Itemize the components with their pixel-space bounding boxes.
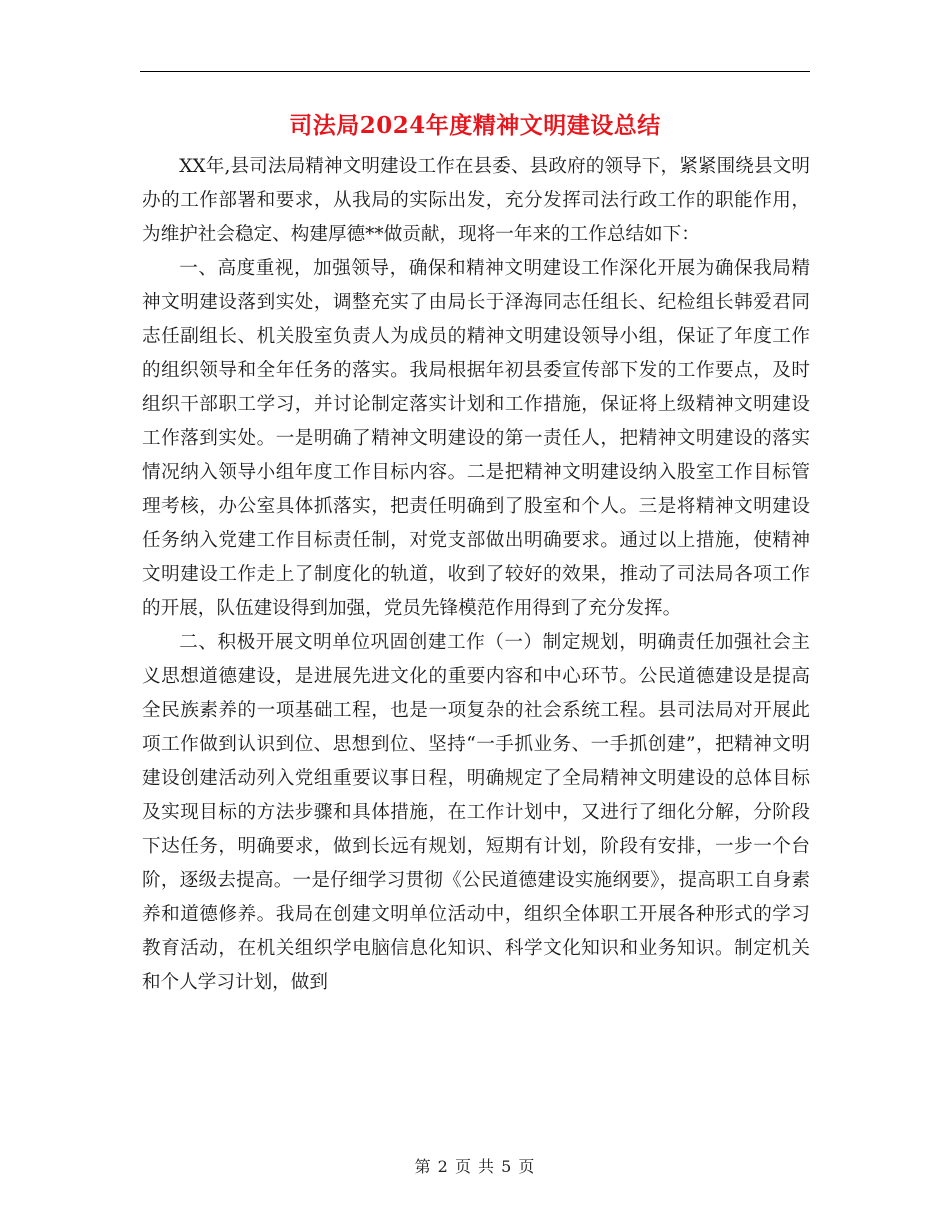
header-rule bbox=[140, 71, 810, 72]
document-title: 司法局2024年度精神文明建设总结 bbox=[289, 112, 661, 139]
paragraph-section-1: 一、高度重视，加强领导，确保和精神文明建设工作深化开展为确保我局精神文明建设落到实处，调整充实了由局长于泽海同志任组长、纪检组长韩爱君同志任副组长、机关股室负责人为成员的精神文明建设领导小组，保证了年度工作的组织领导和全年任务的落实。我局根据年初县委宣传部下发的工作要点，及时组织干部职工学习，并讨论制定落实计划和工作措施，保证将上级精神文明建设工作落到实处。一是明确了精神文明建设的第一责任人，把精神文明建设的落实情况纳入领导小组年度工作目标内容。二是把精神文明建设纳入股室工作目标管理考核，办公室具体抓落实，把责任明确到了股室和个人。三是将精神文明建设任务纳入党建工作目标责任制，对党支部做出明确要求。通过以上措施，使精神文明建设工作走上了制度化的轨道，收到了较好的效果，推动了司法局各项工作的开展，队伍建设得到加强，党员先锋模范作用得到了充分发挥。 bbox=[142, 258, 810, 619]
paragraph-section-2: 二、积极开展文明单位巩固创建工作（一）制定规划，明确责任加强社会主义思想道德建设，是进展先进文化的重要内容和中心环节。公民道德建设是提高全民族素养的一项基础工程，也是一项复杂的社会系统工程。县司法局对开展此项工作做到认识到位、思想到位、坚持“一手抓业务、一手抓创建”，把精神文明建设创建活动列入党组重要议事日程，明确规定了全局精神文明建设的总体目标及实现目标的方法步骤和具体措施，在工作计划中，又进行了细化分解，分阶段下达任务，明确要求，做到长远有规划，短期有计划，阶段有安排，一步一个台阶，逐级去提高。一是仔细学习贯彻《公民道德建设实施纲要》，提高职工自身素养和道德修养。我局在创建文明单位活动中，组织全体职工开展各种形式的学习教育活动，在机关组织学电脑信息化知识、科学文化知识和业务知识。制定机关和个人学习计划，做到 bbox=[142, 632, 810, 993]
page-number-footer: 第 2 页 共 5 页 bbox=[414, 1157, 536, 1176]
document-body bbox=[142, 150, 810, 1000]
paragraph-intro: XX年,县司法局精神文明建设工作在县委、县政府的领导下，紧紧围绕县文明办的工作部署和要求，从我局的实际出发，充分发挥司法行政工作的职能作用，为维护社会稳定、构建厚德**做贡献，现将一年来的工作总结如下： bbox=[142, 156, 810, 245]
